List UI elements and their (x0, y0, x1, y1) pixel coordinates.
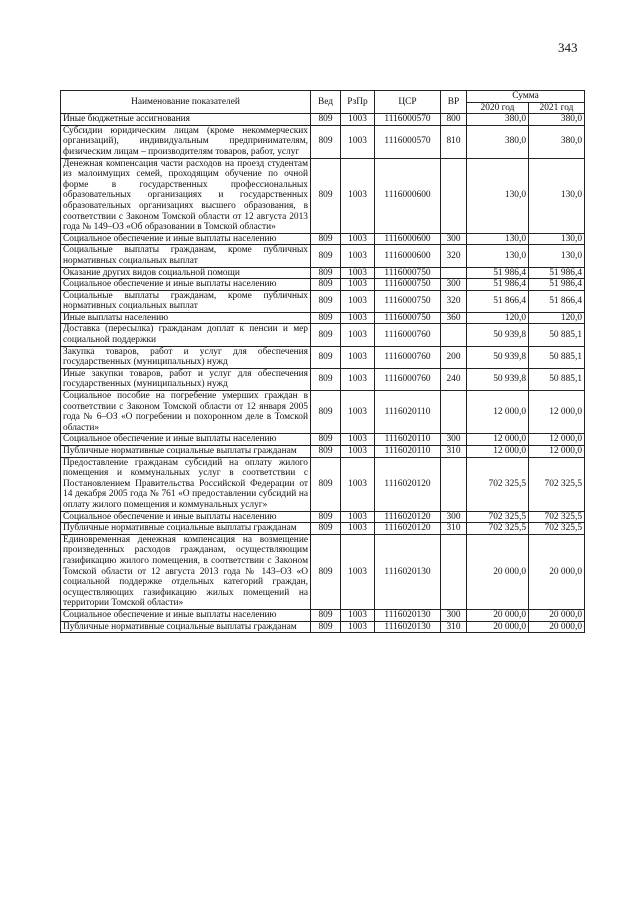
row-vr (441, 457, 467, 511)
row-amount-2020: 702 325,5 (467, 457, 529, 511)
row-amount-2020: 702 325,5 (467, 511, 529, 523)
table-row (61, 391, 585, 434)
header-sum: Сумма (467, 91, 585, 103)
row-amount-2020: 130,0 (467, 158, 529, 233)
row-rzpr: 1003 (341, 534, 375, 609)
row-rzpr: 1003 (341, 290, 375, 312)
row-name: Социальные выплаты гражданам, кроме публичных нормативных социальных выплат (61, 290, 311, 312)
row-name: Денежная компенсация части расходов на проезд студентам из малоимущих семей, проходящим обучение по очной форме в государственных профессиональных образовательных организациях и государственных образовательных организациях высшего образования, в соответствии с Законом Томской области от 12 августа 2013 года № 149–ОЗ «Об образовании в Томской области» (61, 158, 311, 233)
row-ved: 809 (311, 290, 341, 312)
row-ved: 809 (311, 114, 341, 126)
table-row (61, 324, 585, 346)
table-row (61, 279, 585, 291)
table-header (61, 91, 585, 114)
row-csr: 1116020130 (375, 534, 441, 609)
row-amount-2020: 20 000,0 (467, 609, 529, 621)
header-year-2021: 2021 год (529, 102, 585, 114)
row-name: Публичные нормативные социальные выплаты гражданам (61, 523, 311, 535)
row-amount-2020: 50 939,8 (467, 324, 529, 346)
row-amount-2020: 51 986,4 (467, 279, 529, 291)
row-amount-2021: 50 885,1 (529, 346, 585, 368)
row-name: Социальное обеспечение и иные выплаты населению (61, 609, 311, 621)
row-csr: 1116020110 (375, 391, 441, 434)
row-vr (441, 534, 467, 609)
table-row (61, 346, 585, 368)
row-vr: 320 (441, 245, 467, 267)
row-rzpr: 1003 (341, 158, 375, 233)
row-csr: 1116000760 (375, 346, 441, 368)
table-row (61, 609, 585, 621)
row-amount-2021: 12 000,0 (529, 446, 585, 458)
row-vr: 310 (441, 446, 467, 458)
row-csr: 1116000600 (375, 158, 441, 233)
row-csr: 1116000570 (375, 125, 441, 158)
row-csr: 1116000600 (375, 233, 441, 245)
row-csr: 1116000750 (375, 312, 441, 324)
row-csr: 1116000760 (375, 368, 441, 390)
row-amount-2020: 12 000,0 (467, 434, 529, 446)
row-amount-2020: 130,0 (467, 233, 529, 245)
row-name: Единовременная денежная компенсация на возмещение произведенных расходов гражданам, осуществляющим газификацию жилого помещения, в соответствии с Законом Томской области от 12 августа 2013 года № 143–ОЗ «О социальной поддержке отдельных категорий граждан, осуществляющих газификацию жилых помещений на территории Томской области» (61, 534, 311, 609)
table-row (61, 434, 585, 446)
row-vr: 310 (441, 621, 467, 633)
row-amount-2020: 51 866,4 (467, 290, 529, 312)
row-amount-2020: 20 000,0 (467, 534, 529, 609)
row-ved: 809 (311, 434, 341, 446)
row-amount-2020: 51 986,4 (467, 267, 529, 279)
table-row (61, 125, 585, 158)
row-vr (441, 267, 467, 279)
table-row (61, 368, 585, 390)
row-csr: 1116000570 (375, 114, 441, 126)
row-rzpr: 1003 (341, 267, 375, 279)
row-amount-2020: 380,0 (467, 114, 529, 126)
row-name: Закупка товаров, работ и услуг для обеспечения государственных (муниципальных) нужд (61, 346, 311, 368)
row-amount-2020: 20 000,0 (467, 621, 529, 633)
row-ved: 809 (311, 324, 341, 346)
row-vr: 300 (441, 511, 467, 523)
row-amount-2021: 380,0 (529, 114, 585, 126)
table-row (61, 245, 585, 267)
row-name: Социальные выплаты гражданам, кроме публичных нормативных социальных выплат (61, 245, 311, 267)
row-ved: 809 (311, 346, 341, 368)
table-row (61, 534, 585, 609)
row-csr: 1116000750 (375, 290, 441, 312)
row-amount-2020: 130,0 (467, 245, 529, 267)
row-amount-2020: 12 000,0 (467, 446, 529, 458)
row-ved: 809 (311, 391, 341, 434)
row-rzpr: 1003 (341, 523, 375, 535)
row-ved: 809 (311, 279, 341, 291)
row-ved: 809 (311, 233, 341, 245)
row-csr: 1116020120 (375, 457, 441, 511)
row-ved: 809 (311, 609, 341, 621)
row-name: Субсидии юридическим лицам (кроме некоммерческих организаций), индивидуальным предпринимателям, физическим лицам – производителям товаров, работ, услуг (61, 125, 311, 158)
table-body (61, 114, 585, 633)
row-amount-2020: 120,0 (467, 312, 529, 324)
row-vr: 360 (441, 312, 467, 324)
row-rzpr: 1003 (341, 368, 375, 390)
row-vr: 320 (441, 290, 467, 312)
row-rzpr: 1003 (341, 279, 375, 291)
row-vr: 300 (441, 233, 467, 245)
row-vr: 800 (441, 114, 467, 126)
row-rzpr: 1003 (341, 245, 375, 267)
table-row (61, 457, 585, 511)
row-amount-2020: 50 939,8 (467, 368, 529, 390)
row-name: Социальное обеспечение и иные выплаты населению (61, 233, 311, 245)
row-rzpr: 1003 (341, 434, 375, 446)
row-amount-2021: 20 000,0 (529, 621, 585, 633)
row-name: Иные закупки товаров, работ и услуг для обеспечения государственных (муниципальных) нужд (61, 368, 311, 390)
row-csr: 1116020120 (375, 523, 441, 535)
row-name: Социальное обеспечение и иные выплаты населению (61, 511, 311, 523)
row-amount-2020: 50 939,8 (467, 346, 529, 368)
table-row (61, 446, 585, 458)
row-vr (441, 324, 467, 346)
budget-table (60, 90, 585, 633)
row-amount-2021: 120,0 (529, 312, 585, 324)
row-vr: 300 (441, 609, 467, 621)
row-amount-2021: 51 866,4 (529, 290, 585, 312)
header-vr: ВР (441, 91, 467, 114)
row-amount-2020: 12 000,0 (467, 391, 529, 434)
row-name: Публичные нормативные социальные выплаты гражданам (61, 446, 311, 458)
header-rzpr: РзПр (341, 91, 375, 114)
row-name: Предоставление гражданам субсидий на оплату жилого помещения и коммунальных услуг в соответствии с Постановлением Правительства Российской Федерации от 14 декабря 2005 года № 761 «О предоставлении субсидий на оплату жилого помещения и коммунальных услуг» (61, 457, 311, 511)
row-ved: 809 (311, 312, 341, 324)
row-amount-2021: 51 986,4 (529, 279, 585, 291)
row-ved: 809 (311, 457, 341, 511)
row-name: Социальное обеспечение и иные выплаты населению (61, 434, 311, 446)
header-year-2020: 2020 год (467, 102, 529, 114)
row-csr: 1116020130 (375, 621, 441, 633)
row-ved: 809 (311, 245, 341, 267)
row-rzpr: 1003 (341, 511, 375, 523)
row-amount-2021: 20 000,0 (529, 609, 585, 621)
row-name: Публичные нормативные социальные выплаты гражданам (61, 621, 311, 633)
row-ved: 809 (311, 621, 341, 633)
row-vr: 300 (441, 279, 467, 291)
row-vr: 310 (441, 523, 467, 535)
row-vr: 240 (441, 368, 467, 390)
table-row (61, 233, 585, 245)
row-vr: 300 (441, 434, 467, 446)
row-amount-2021: 20 000,0 (529, 534, 585, 609)
row-rzpr: 1003 (341, 114, 375, 126)
row-csr: 1116000600 (375, 245, 441, 267)
row-amount-2021: 130,0 (529, 245, 585, 267)
row-amount-2021: 702 325,5 (529, 511, 585, 523)
row-amount-2021: 702 325,5 (529, 523, 585, 535)
row-amount-2021: 130,0 (529, 158, 585, 233)
row-rzpr: 1003 (341, 446, 375, 458)
row-ved: 809 (311, 125, 341, 158)
row-name: Доставка (пересылка) гражданам доплат к пенсии и мер социальной поддержки (61, 324, 311, 346)
row-ved: 809 (311, 158, 341, 233)
row-csr: 1116000760 (375, 324, 441, 346)
row-amount-2021: 380,0 (529, 125, 585, 158)
row-csr: 1116020120 (375, 511, 441, 523)
row-rzpr: 1003 (341, 457, 375, 511)
row-vr: 200 (441, 346, 467, 368)
row-vr: 810 (441, 125, 467, 158)
row-rzpr: 1003 (341, 125, 375, 158)
row-ved: 809 (311, 511, 341, 523)
table-row (61, 312, 585, 324)
table-row (61, 267, 585, 279)
row-rzpr: 1003 (341, 312, 375, 324)
row-name: Социальное обеспечение и иные выплаты населению (61, 279, 311, 291)
row-name: Социальное пособие на погребение умерших граждан в соответствии с Законом Томской области от 12 января 2005 года № 6–ОЗ «О погребении и похоронном деле в Томской области» (61, 391, 311, 434)
row-name: Иные выплаты населению (61, 312, 311, 324)
row-rzpr: 1003 (341, 233, 375, 245)
table-row (61, 621, 585, 633)
row-csr: 1116000750 (375, 267, 441, 279)
table-row (61, 523, 585, 535)
row-ved: 809 (311, 368, 341, 390)
row-csr: 1116020130 (375, 609, 441, 621)
header-csr: ЦСР (375, 91, 441, 114)
row-amount-2021: 130,0 (529, 233, 585, 245)
row-ved: 809 (311, 534, 341, 609)
row-amount-2021: 12 000,0 (529, 434, 585, 446)
table-row (61, 290, 585, 312)
table-row (61, 114, 585, 126)
row-amount-2020: 380,0 (467, 125, 529, 158)
row-amount-2021: 50 885,1 (529, 368, 585, 390)
row-name: Оказание других видов социальной помощи (61, 267, 311, 279)
header-ved: Вед (311, 91, 341, 114)
table-row (61, 511, 585, 523)
row-amount-2021: 702 325,5 (529, 457, 585, 511)
row-ved: 809 (311, 267, 341, 279)
row-vr (441, 391, 467, 434)
header-name: Наименование показателей (61, 91, 311, 114)
row-rzpr: 1003 (341, 609, 375, 621)
table-row (61, 158, 585, 233)
row-ved: 809 (311, 446, 341, 458)
row-amount-2021: 51 986,4 (529, 267, 585, 279)
row-name: Иные бюджетные ассигнования (61, 114, 311, 126)
row-amount-2021: 12 000,0 (529, 391, 585, 434)
page-number: 343 (558, 40, 578, 55)
row-csr: 1116020110 (375, 434, 441, 446)
row-rzpr: 1003 (341, 621, 375, 633)
row-vr (441, 158, 467, 233)
row-csr: 1116020110 (375, 446, 441, 458)
row-rzpr: 1003 (341, 324, 375, 346)
row-ved: 809 (311, 523, 341, 535)
row-amount-2020: 702 325,5 (467, 523, 529, 535)
row-csr: 1116000750 (375, 279, 441, 291)
row-rzpr: 1003 (341, 346, 375, 368)
row-amount-2021: 50 885,1 (529, 324, 585, 346)
row-rzpr: 1003 (341, 391, 375, 434)
